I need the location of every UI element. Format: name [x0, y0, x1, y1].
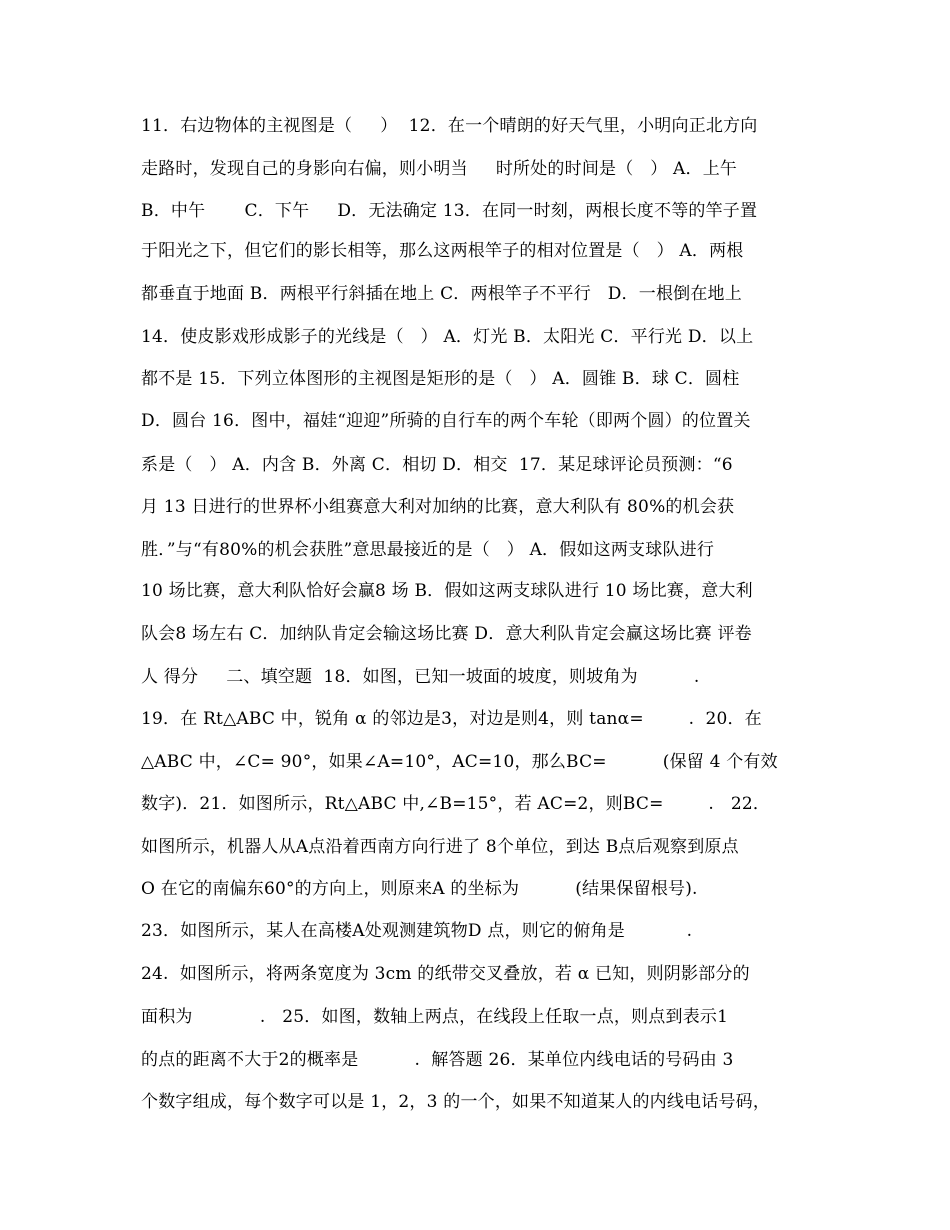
text-line: 23．如图所示，某人在高楼A处观测建筑物D 点，则它的俯角是 .	[141, 921, 693, 941]
text-line: 月 13 日进行的世界杯小组赛意大利对加纳的比赛，意大利队有 80%的机会获	[141, 497, 735, 517]
text-line: 数字)．21．如图所示，Rt△ABC 中,∠B=15°，若 AC=2，则BC= . 22．	[141, 794, 771, 814]
text-line: 的点的距离不大于2的概率是 . 解答题 26．某单位内线电话的号码由 3	[141, 1050, 734, 1070]
text-line: 面积为 . 25．如图，数轴上两点，在线段上任取一点，则点到表示1	[141, 1007, 729, 1027]
text-line: B．中午 C．下午 D．无法确定 13．在同一时刻，两根长度不等的竿子置	[141, 201, 758, 221]
text-line: 于阳光之下，但它们的影长相等，那么这两根竿子的相对位置是（ ） A．两根	[141, 241, 744, 261]
text-line: 都不是 15．下列立体图形的主视图是矩形的是（ ） A．圆锥 B．球 C．圆柱	[141, 369, 740, 389]
text-line: 都垂直于地面 B．两根平行斜插在地上 C．两根竿子不平行 D．一根倒在地上	[141, 284, 742, 304]
text-line: 10 场比赛，意大利队恰好会赢8 场 B．假如这两支球队进行 10 场比赛，意大利	[141, 581, 753, 601]
text-line: 人 得分 二、填空题 18．如图，已知一坡面的坡度，则坡角为 .	[141, 667, 700, 687]
text-line: 24. 如图所示，将两条宽度为 3cm 的纸带交叉叠放，若 α 已知，则阴影部分的	[141, 964, 750, 984]
text-line: 如图所示，机器人从A点沿着西南方向行进了 8个单位，到达 B点后观察到原点	[141, 837, 739, 857]
text-line: 走路时，发现自己的身影向右偏，则小明当 时所处的时间是（ ） A．上午	[141, 159, 738, 179]
text-line: 14．使皮影戏形成影子的光线是（ ） A．灯光 B．太阳光 C．平行光 D．以上	[141, 327, 754, 347]
text-line: 个数字组成，每个数字可以是 1，2，3 的一个，如果不知道某人的内线电话号码，	[141, 1092, 771, 1112]
text-line: 队会8 场左右 C．加纳队肯定会输这场比赛 D．意大利队肯定会赢这场比赛 评卷	[141, 624, 752, 644]
text-line: O 在它的南偏东60°的方向上，则原来A 的坐标为 (结果保留根号).	[141, 879, 698, 899]
text-line: 19．在 Rt△ABC 中，锐角 α 的邻边是3，对边是则4，则 tanα= . 20．在	[141, 709, 762, 729]
text-line: 胜．”与“有80%的机会获胜”意思最接近的是（ ） A．假如这两支球队进行	[141, 540, 715, 560]
text-line: 11．右边物体的主视图是（ ） 12．在一个晴朗的好天气里，小明向正北方向	[141, 116, 758, 136]
text-line: △ABC 中，∠C= 90°，如果∠A=10°，AC=10，那么BC= (保留 4 个有效	[141, 752, 778, 772]
text-line: D．圆台 16．图中，福娃“迎迎”所骑的自行车的两个车轮（即两个圆）的位置关	[141, 411, 751, 431]
text-line: 系是（ ） A．内含 B．外离 C．相切 D．相交 17．某足球评论员预测：“6	[141, 455, 733, 475]
